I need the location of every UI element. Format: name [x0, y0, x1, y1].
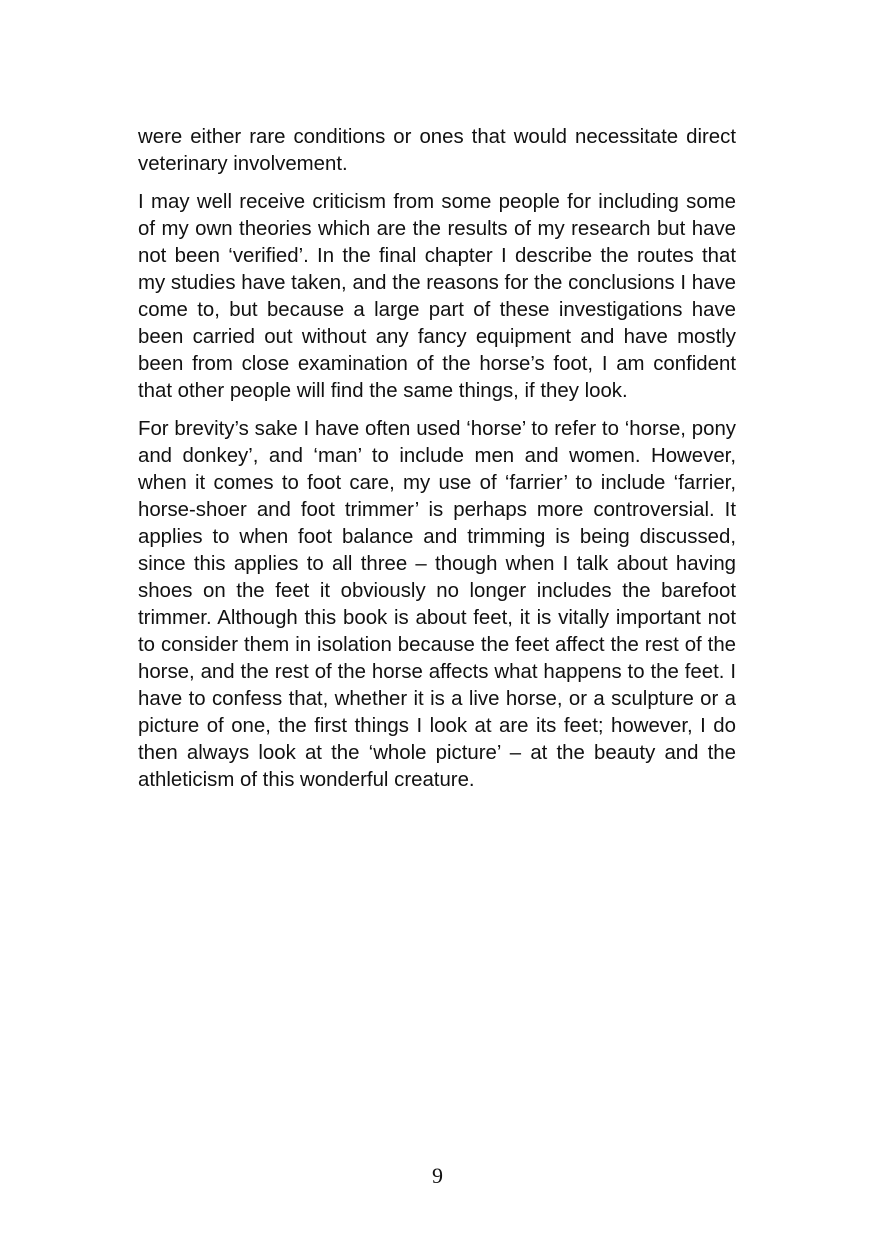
body-text: [138, 124, 736, 805]
paragraph-3: For brevity’s sake I have often used ‘horse’ to refer to ‘horse, pony and donkey’, and ‘man’ to include men and women. However, when it comes to foot care, my use of ‘farrier’ to include ‘farrier, horse-shoer and foot trimmer’ is perhaps more controversial. It applies to when foot balance and trimming is being discussed, since this applies to all three – though when I talk about having shoes on the feet it obviously no longer includes the barefoot trimmer. Although this book is about feet, it is vitally important not to consider them in isolation because the feet affect the rest of the horse, and the rest of the horse affects what happens to the feet. I have to confess that, whether it is a live horse, or a sculpture or a picture of one, the first things I look at are its feet; however, I do then always look at the ‘whole picture’ – at the beauty and the athleticism of this wonderful creature.: [138, 418, 736, 791]
page-number: 9: [432, 1163, 443, 1188]
paragraph-1: were either rare conditions or ones that would necessitate direct veterinary involvement.: [138, 126, 736, 175]
paragraph-2: I may well receive criticism from some people for including some of my own theories which are the results of my research but have not been ‘verified’. In the final chapter I describe the routes that my studies have taken, and the reasons for the conclusions I have come to, but because a large part of these investigations have been carried out without any fancy equipment and have mostly been from close examination of the horse’s foot, I am confident that other people will find the same things, if they look.: [138, 191, 736, 402]
